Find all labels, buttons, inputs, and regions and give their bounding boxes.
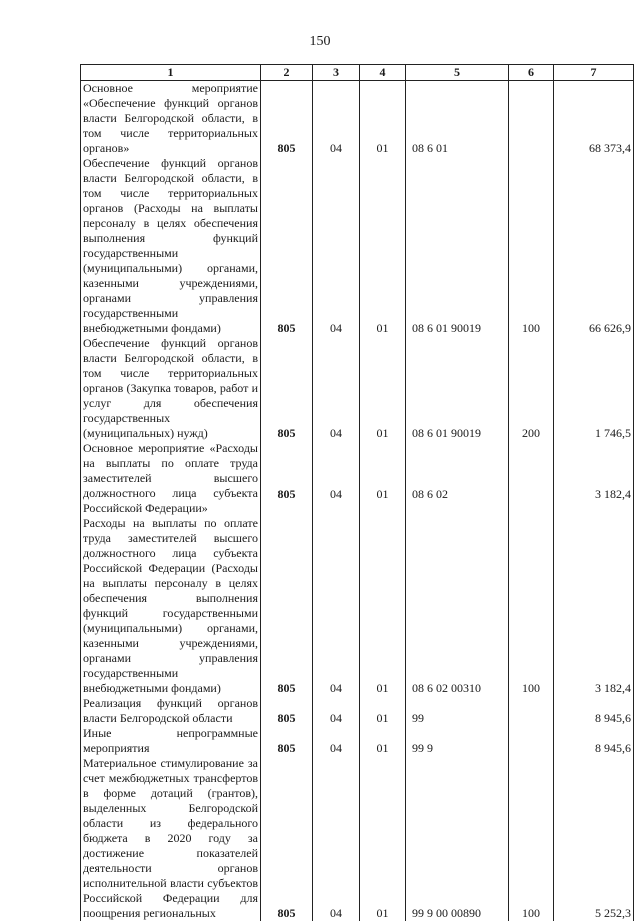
row-sum: 5 252,3 [554, 756, 634, 921]
table-row [81, 726, 634, 756]
row-vr [509, 441, 554, 516]
row-vr: 100 [509, 156, 554, 336]
row-rz: 04 [313, 441, 360, 516]
table-row [81, 516, 634, 696]
row-sum: 66 626,9 [554, 156, 634, 336]
header-row [81, 65, 634, 81]
row-vr [509, 726, 554, 756]
header-col-7: 7 [554, 65, 634, 81]
row-name: Реализация функций органов власти Белгородской области [81, 696, 261, 726]
row-csr: 08 6 02 00310 [406, 516, 509, 696]
budget-table [80, 64, 634, 921]
row-vr: 200 [509, 336, 554, 441]
row-vr: 100 [509, 516, 554, 696]
row-pr: 01 [360, 726, 406, 756]
row-vr [509, 81, 554, 157]
header-col-6: 6 [509, 65, 554, 81]
table-row [81, 441, 634, 516]
row-csr: 08 6 01 90019 [406, 336, 509, 441]
row-sum: 3 182,4 [554, 441, 634, 516]
row-pr: 01 [360, 441, 406, 516]
page-number: 150 [309, 34, 331, 49]
row-name: Обеспечение функций органов власти Белгородской области, в том числе территориальных органов (Закупка товаров, работ и услуг для обеспечения государственных (муниципальных) нужд) [81, 336, 261, 441]
row-vr: 100 [509, 756, 554, 921]
row-sum: 1 746,5 [554, 336, 634, 441]
row-ved: 805 [261, 696, 313, 726]
header-col-4: 4 [360, 65, 406, 81]
row-ved: 805 [261, 441, 313, 516]
row-sum: 68 373,4 [554, 81, 634, 157]
row-csr: 08 6 01 [406, 81, 509, 157]
row-name: Материальное стимулирование за счет межбюджетных трансфертов в форме дотаций (грантов), выделенных Белгородской области из федерального бюджета в 2020 году за достижение показателей деятельности органов исполнительной власти субъектов Российской Федерации для поощрения региональных [81, 756, 261, 921]
row-sum: 8 945,6 [554, 726, 634, 756]
table-row [81, 756, 634, 921]
row-csr: 08 6 02 [406, 441, 509, 516]
row-rz: 04 [313, 516, 360, 696]
row-csr: 99 9 [406, 726, 509, 756]
row-pr: 01 [360, 696, 406, 726]
row-name: Иные непрограммные мероприятия [81, 726, 261, 756]
header-col-2: 2 [261, 65, 313, 81]
row-ved: 805 [261, 336, 313, 441]
row-pr: 01 [360, 756, 406, 921]
row-vr [509, 696, 554, 726]
row-rz: 04 [313, 756, 360, 921]
row-rz: 04 [313, 726, 360, 756]
row-ved: 805 [261, 81, 313, 157]
row-rz: 04 [313, 336, 360, 441]
row-rz: 04 [313, 81, 360, 157]
row-ved: 805 [261, 756, 313, 921]
row-ved: 805 [261, 726, 313, 756]
header-col-3: 3 [313, 65, 360, 81]
header-col-1: 1 [81, 65, 261, 81]
row-csr: 99 9 00 00890 [406, 756, 509, 921]
row-pr: 01 [360, 516, 406, 696]
table-row [81, 336, 634, 441]
row-name: Основное мероприятие «Расходы на выплаты по оплате труда заместителей высшего должностного лица субъекта Российской Федерации» [81, 441, 261, 516]
table-row [81, 81, 634, 157]
row-rz: 04 [313, 156, 360, 336]
row-csr: 99 [406, 696, 509, 726]
row-ved: 805 [261, 516, 313, 696]
row-pr: 01 [360, 156, 406, 336]
row-sum: 8 945,6 [554, 696, 634, 726]
row-sum: 3 182,4 [554, 516, 634, 696]
row-csr: 08 6 01 90019 [406, 156, 509, 336]
row-ved: 805 [261, 156, 313, 336]
row-pr: 01 [360, 336, 406, 441]
table-row [81, 156, 634, 336]
row-name: Обеспечение функций органов власти Белгородской области, в том числе территориальных органов (Расходы на выплаты персоналу в целях обеспечения выполнения функций государственными (муниципальными) органами, казенными учреждениями, органами управления государственными внебюджетными фондами) [81, 156, 261, 336]
row-pr: 01 [360, 81, 406, 157]
row-name: Основное мероприятие «Обеспечение функций органов власти Белгородской области, в том числе территориальных органов» [81, 81, 261, 157]
row-rz: 04 [313, 696, 360, 726]
row-name: Расходы на выплаты по оплате труда заместителей высшего должностного лица субъекта Российской Федерации (Расходы на выплаты персоналу в целях обеспечения выполнения функций государственными (муниципальными) органами, казенными учреждениями, органами управления государственными внебюджетными фондами) [81, 516, 261, 696]
table-row [81, 696, 634, 726]
header-col-5: 5 [406, 65, 509, 81]
